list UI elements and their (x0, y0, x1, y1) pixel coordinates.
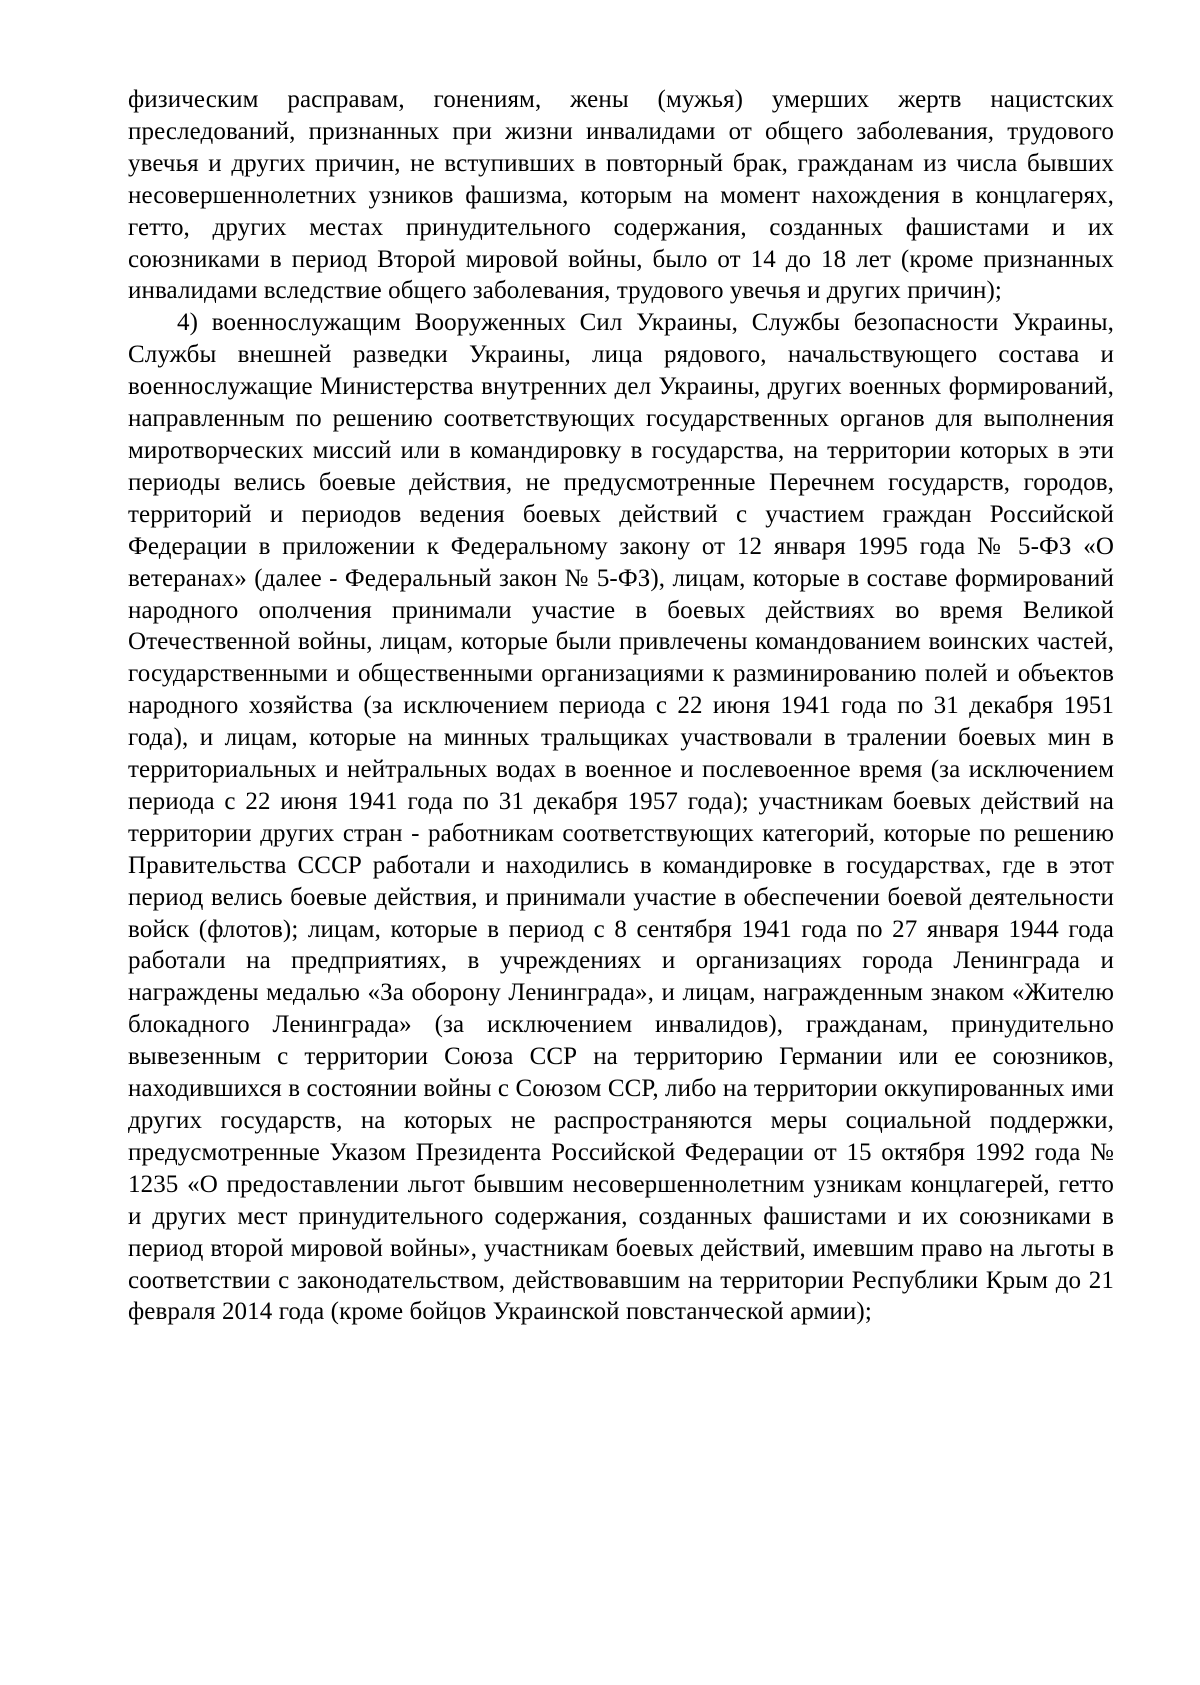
document-body (128, 84, 1114, 1328)
paragraph-continuation: физическим расправам, гонениям, жены (мужья) умерших жертв нацистских преследований, признанных при жизни инвалидами от общего заболевания, трудового увечья и других причин, не вступивших в повторный брак, гражданам из числа бывших несовершеннолетних узников фашизма, которым на момент нахождения в концлагерях, гетто, других местах принудительного содержания, созданных фашистами и их союзниками в период Второй мировой войны, было от 14 до 18 лет (кроме признанных инвалидами вследствие общего заболевания, трудового увечья и других причин); (128, 86, 1114, 305)
paragraph-item-4: 4) военнослужащим Вооруженных Сил Украины, Службы безопасности Украины, Службы внешней разведки Украины, лица рядового, начальствующего состава и военнослужащие Министерства внутренних дел Украины, других военных формирований, направленным по решению соответствующих государственных органов для выполнения миротворческих миссий или в командировку в государства, на территории которых в эти периоды велись боевые действия, не предусмотренные Перечнем государств, городов, территорий и периодов ведения боевых действий с участием граждан Российской Федерации в приложении к Федеральному закону от 12 января 1995 года № 5-ФЗ «О ветеранах» (далее - Федеральный закон № 5-ФЗ), лицам, которые в составе формирований народного ополчения принимали участие в боевых действиях во время Великой Отечественной войны, лицам, которые были привлечены командованием воинских частей, государственными и общественными организациями к разминированию полей и объектов народного хозяйства (за исключением периода с 22 июня 1941 года по 31 декабря 1951 года), и лицам, которые на минных тральщиках участвовали в тралении боевых мин в территориальных и нейтральных водах в военное и послевоенное время (за исключением периода с 22 июня 1941 года по 31 декабря 1957 года); участникам боевых действий на территории других стран - работникам соответствующих категорий, которые по решению Правительства СССР работали и находились в командировке в государствах, где в этот период велись боевые действия, и принимали участие в обеспечении боевой деятельности войск (флотов); лицам, которые в период с 8 сентября 1941 года по 27 января 1944 года работали на предприятиях, в учреждениях и организациях города Ленинграда и награждены медалью «За оборону Ленинграда», и лицам, награжденным знаком «Жителю блокадного Ленинграда» (за исключением инвалидов), гражданам, принудительно вывезенным с территории Союза ССР на территорию Германии или ее союзников, находившихся в состоянии войны с Союзом ССР, либо на территории оккупированных ими других государств, на которых не распространяются меры социальной поддержки, предусмотренные Указом Президента Российской Федерации от 15 октября 1992 года № 1235 «О предоставлении льгот бывшим несовершеннолетним узникам концлагерей, гетто и других мест принудительного содержания, созданных фашистами и их союзниками в период второй мировой войны», участникам боевых действий, имевшим право на льготы в соответствии с законодательством, действовавшим на территории Республики Крым до 21 февраля 2014 года (кроме бойцов Украинской повстанческой армии); (128, 309, 1114, 1326)
